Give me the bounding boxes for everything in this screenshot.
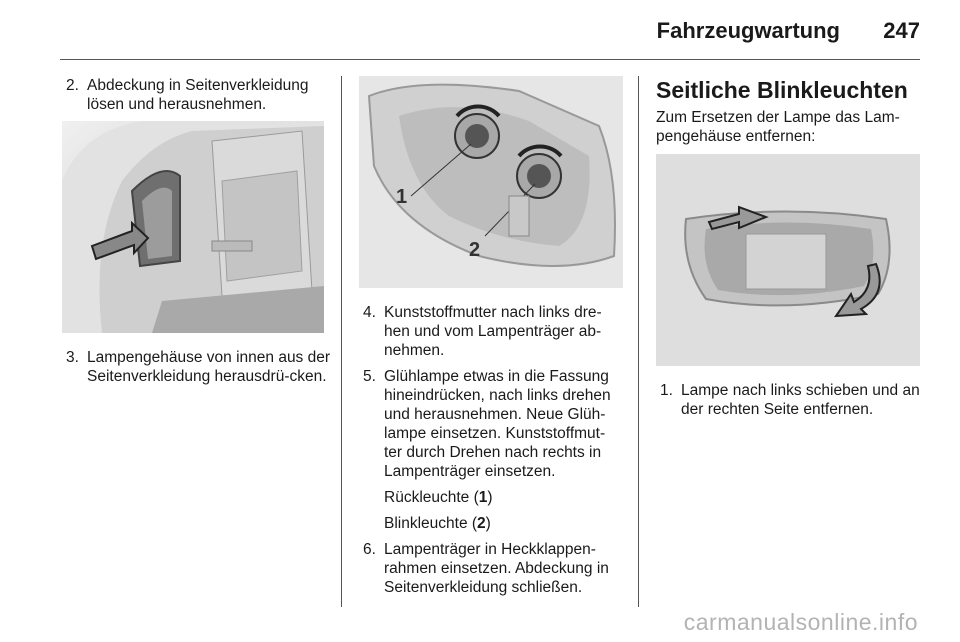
figure-label-2: 2	[469, 239, 481, 261]
step-text: Lampengehäuse von innen aus der Seitenverkleidung herausdrü-cken.	[87, 349, 331, 385]
side-trim-illustration	[62, 121, 324, 333]
section-heading: Seitliche Blinkleuchten	[656, 77, 908, 103]
step-number: 3.	[66, 349, 79, 366]
figure-lamp-holder	[359, 76, 623, 288]
page-header	[0, 0, 960, 60]
blinker-ref: Blinkleuchte (2)	[384, 515, 491, 532]
step-text: Lampenträger in Heckklappen-rahmen einsetzen. Abdeckung in Seitenverkleidung schließen.	[384, 541, 609, 596]
column-2	[359, 76, 623, 597]
column-1	[62, 76, 331, 386]
side-blinker-illustration	[656, 154, 920, 366]
step-number: 6.	[363, 541, 376, 558]
rear-light-ref: Rückleuchte (1)	[384, 489, 493, 506]
header-rule	[60, 59, 920, 60]
step-text: Kunststoffmutter nach links dre-hen und vom Lampenträger ab-nehmen.	[384, 304, 602, 359]
step-6	[359, 540, 623, 597]
figure-side-trim-cover	[62, 121, 324, 333]
step-4	[359, 303, 623, 360]
step-number: 4.	[363, 304, 376, 321]
section-title: Fahrzeugwartung	[656, 18, 840, 43]
figure-side-blinker	[656, 154, 920, 366]
watermark: carmanualsonline.info	[683, 609, 918, 635]
figure-label-1: 1	[396, 186, 408, 208]
lamp-holder-illustration	[359, 76, 623, 288]
step-text: Lampe nach links schieben und an der rechten Seite entfernen.	[681, 382, 920, 418]
step-number: 1.	[660, 382, 673, 399]
column-divider-1	[341, 76, 342, 607]
step-3	[62, 348, 331, 386]
intro-text: Zum Ersetzen der Lampe das Lam-pengehäuse entfernen:	[656, 109, 900, 145]
step-5	[359, 367, 623, 481]
step-text: Abdeckung in Seitenverkleidung lösen und herausnehmen.	[87, 77, 309, 113]
column-divider-2	[638, 76, 639, 607]
step-number: 2.	[66, 77, 79, 94]
page-number: 247	[883, 18, 920, 43]
step-1	[656, 381, 920, 419]
blinker-number: 2	[477, 515, 486, 532]
column-3	[656, 76, 920, 419]
step-text: Glühlampe etwas in die Fassung hineindrücken, nach links drehen und herausnehmen. Neue Glüh-lampe einsetzen. Kunststoffmut-ter durch Drehen nach rechts in Lampenträger einsetzen.	[384, 368, 611, 480]
rear-light-number: 1	[478, 489, 488, 506]
step-number: 5.	[363, 368, 376, 385]
step-2	[62, 76, 331, 114]
